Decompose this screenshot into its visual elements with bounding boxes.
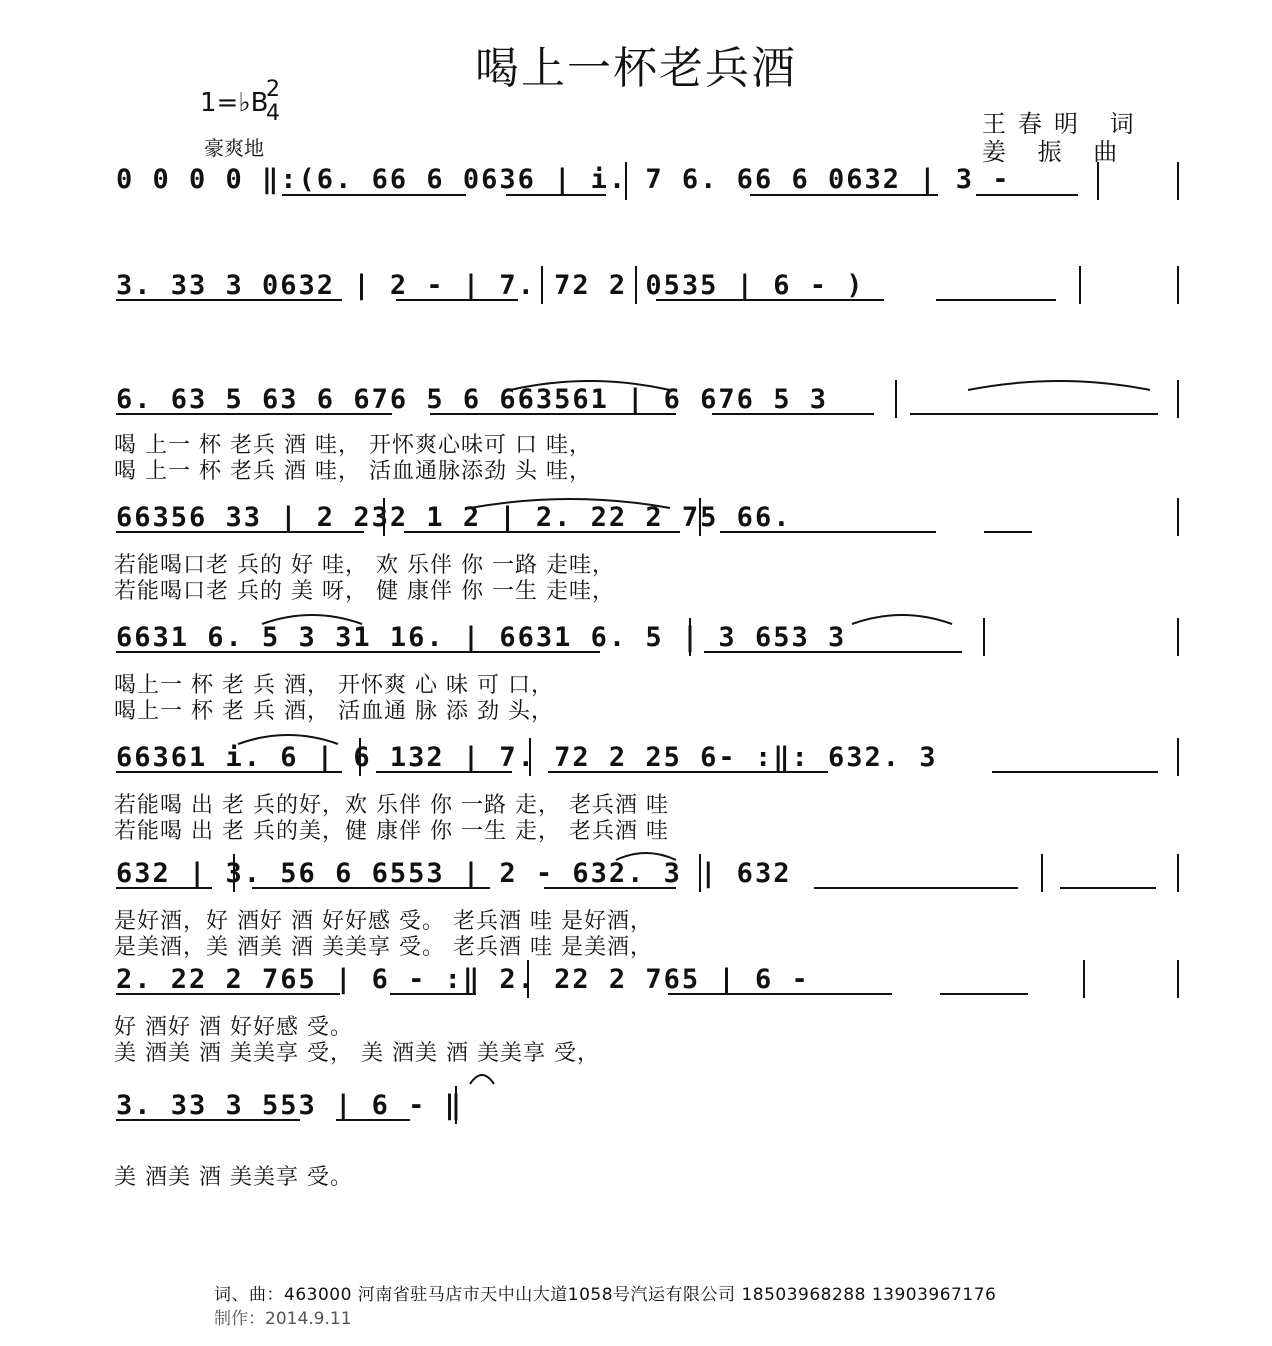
lyric-row-3-verse-1: 喝 上一 杯 老兵 酒 哇， 开怀爽心味可 口 哇， xyxy=(114,433,592,458)
lyric-row-7-verse-1: 是好酒，好 酒好 酒 好好感 受。 老兵酒 哇 是好酒， xyxy=(114,909,653,934)
composer-credit: 姜 振 曲 xyxy=(982,138,1130,166)
lyric-row-7-verse-2: 是美酒，美 酒美 酒 美美享 受。 老兵酒 哇 是美酒， xyxy=(114,935,653,960)
score-row-6: 66361 i. 6 | 6 132 | 7. 72 2 25 6- :‖: 632. 3 xyxy=(116,742,938,773)
score-row-1: 0 0 0 0 ‖:(6. 66 6 0636 | i. 7 6. 66 6 0632 | 3 - xyxy=(116,164,1011,195)
lyric-row-5-verse-2: 喝上一 杯 老 兵 酒， 活血通 脉 添 劲 头， xyxy=(114,699,554,724)
score-row-9: 3. 33 3 553 | 6 - ‖ xyxy=(116,1090,463,1121)
slur xyxy=(470,499,670,508)
time-top: 2 xyxy=(266,77,280,102)
footer-contact: 词、曲：463000 河南省驻马店市天中山大道1058号汽运有限公司 18503968288 13903967176 xyxy=(214,1285,997,1305)
slur xyxy=(238,735,338,744)
lyricist-credit: 王春明 词 xyxy=(982,110,1146,138)
lyric-row-3-verse-2: 喝 上一 杯 老兵 酒 哇， 活血通脉添劲 头 哇， xyxy=(114,459,592,484)
score-row-8: 2. 22 2 765 | 6 - :‖ 2. 22 2 765 | 6 - xyxy=(116,964,810,995)
song-title: 喝上一杯老兵酒 xyxy=(475,43,797,94)
score-row-2: 3. 33 3 0632 | 2 - | 7. 72 2 0535 | 6 - ) xyxy=(116,270,865,301)
footer-date: 制作：2014.9.11 xyxy=(214,1309,352,1329)
lyric-row-6-verse-2: 若能喝 出 老 兵的美，健 康伴 你 一生 走， 老兵酒 哇 xyxy=(114,819,669,844)
score-row-5: 6631 6. 5 3 31 16. | 6631 6. 5 | 3 653 3 xyxy=(116,622,847,653)
lyric-row-4-verse-2: 若能喝口老 兵的 美 呀， 健 康伴 你 一生 走哇， xyxy=(114,579,615,604)
time-bottom: 4 xyxy=(266,101,280,126)
lyric-row-4-verse-1: 若能喝口老 兵的 好 哇， 欢 乐伴 你 一路 走哇， xyxy=(114,553,615,578)
lyric-row-5-verse-1: 喝上一 杯 老 兵 酒， 开怀爽 心 味 可 口， xyxy=(114,673,554,698)
slur xyxy=(262,615,362,624)
key-signature: 1=♭B xyxy=(200,88,269,118)
lyric-row-8-verse-2: 美 酒美 酒 美美享 受， 美 酒美 酒 美美享 受， xyxy=(114,1041,600,1066)
fermata xyxy=(470,1075,494,1084)
score-row-4: 66356 33 | 2 232 1 2 | 2. 22 2 75 66. xyxy=(116,502,792,533)
slur xyxy=(968,381,1150,390)
tempo-marking: 豪爽地 xyxy=(204,136,264,160)
score-row-3: 6. 63 5 63 6 676 5 6 663561 | 6 676 5 3 xyxy=(116,384,828,415)
lyric-row-6-verse-1: 若能喝 出 老 兵的好，欢 乐伴 你 一路 走， 老兵酒 哇 xyxy=(114,793,669,818)
slur xyxy=(852,615,952,624)
slur xyxy=(510,381,670,390)
lyric-row-8-verse-1: 好 酒好 酒 好好感 受。 xyxy=(114,1015,353,1040)
score-row-7: 632 | 3. 56 6 6553 | 2 - 632. 3 | 632 xyxy=(116,858,792,889)
lyric-row-9-verse-1: 美 酒美 酒 美美享 受。 xyxy=(114,1165,353,1190)
slur xyxy=(616,853,676,860)
